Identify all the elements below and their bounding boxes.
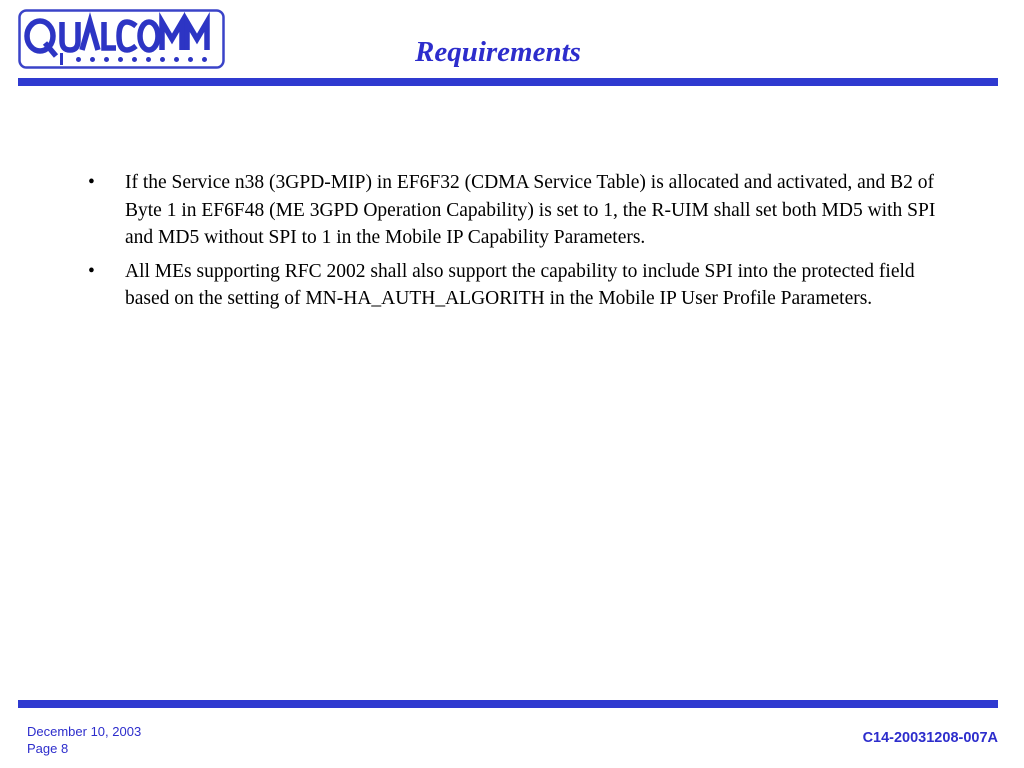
footer-divider [18,700,998,708]
bullet-item [88,258,938,313]
slide-title: Requirements [415,36,581,68]
bullet-text: If the Service n38 (3GPD-MIP) in EF6F32 (CDMA Service Table) is allocated and activated, and B2 of Byte 1 in EF6F48 (ME 3GPD Operation Capability) is set to 1, the R-UIM shall set both MD5 with SPI and MD5 without SPI to 1 in the Mobile IP Capability Parameters. [125,172,936,248]
bullet-marker: • [88,172,95,193]
bullet-item [88,169,938,252]
bullet-list [88,169,938,319]
header-divider [18,78,998,86]
bullet-marker: • [88,260,95,282]
footer-document-id: C14-20031208-007A [862,730,998,746]
footer-date: December 10, 2003 [27,724,142,739]
footer-page-number: Page 8 [27,741,69,756]
bullet-text: All MEs supporting RFC 2002 shall also support the capability to include SPI into the protected field based on the setting of MN-HA_AUTH_ALGORITH in the Mobile IP User Profile Parameters. [125,260,915,309]
qualcomm-logo [18,9,225,69]
footer-date-page [27,723,141,757]
